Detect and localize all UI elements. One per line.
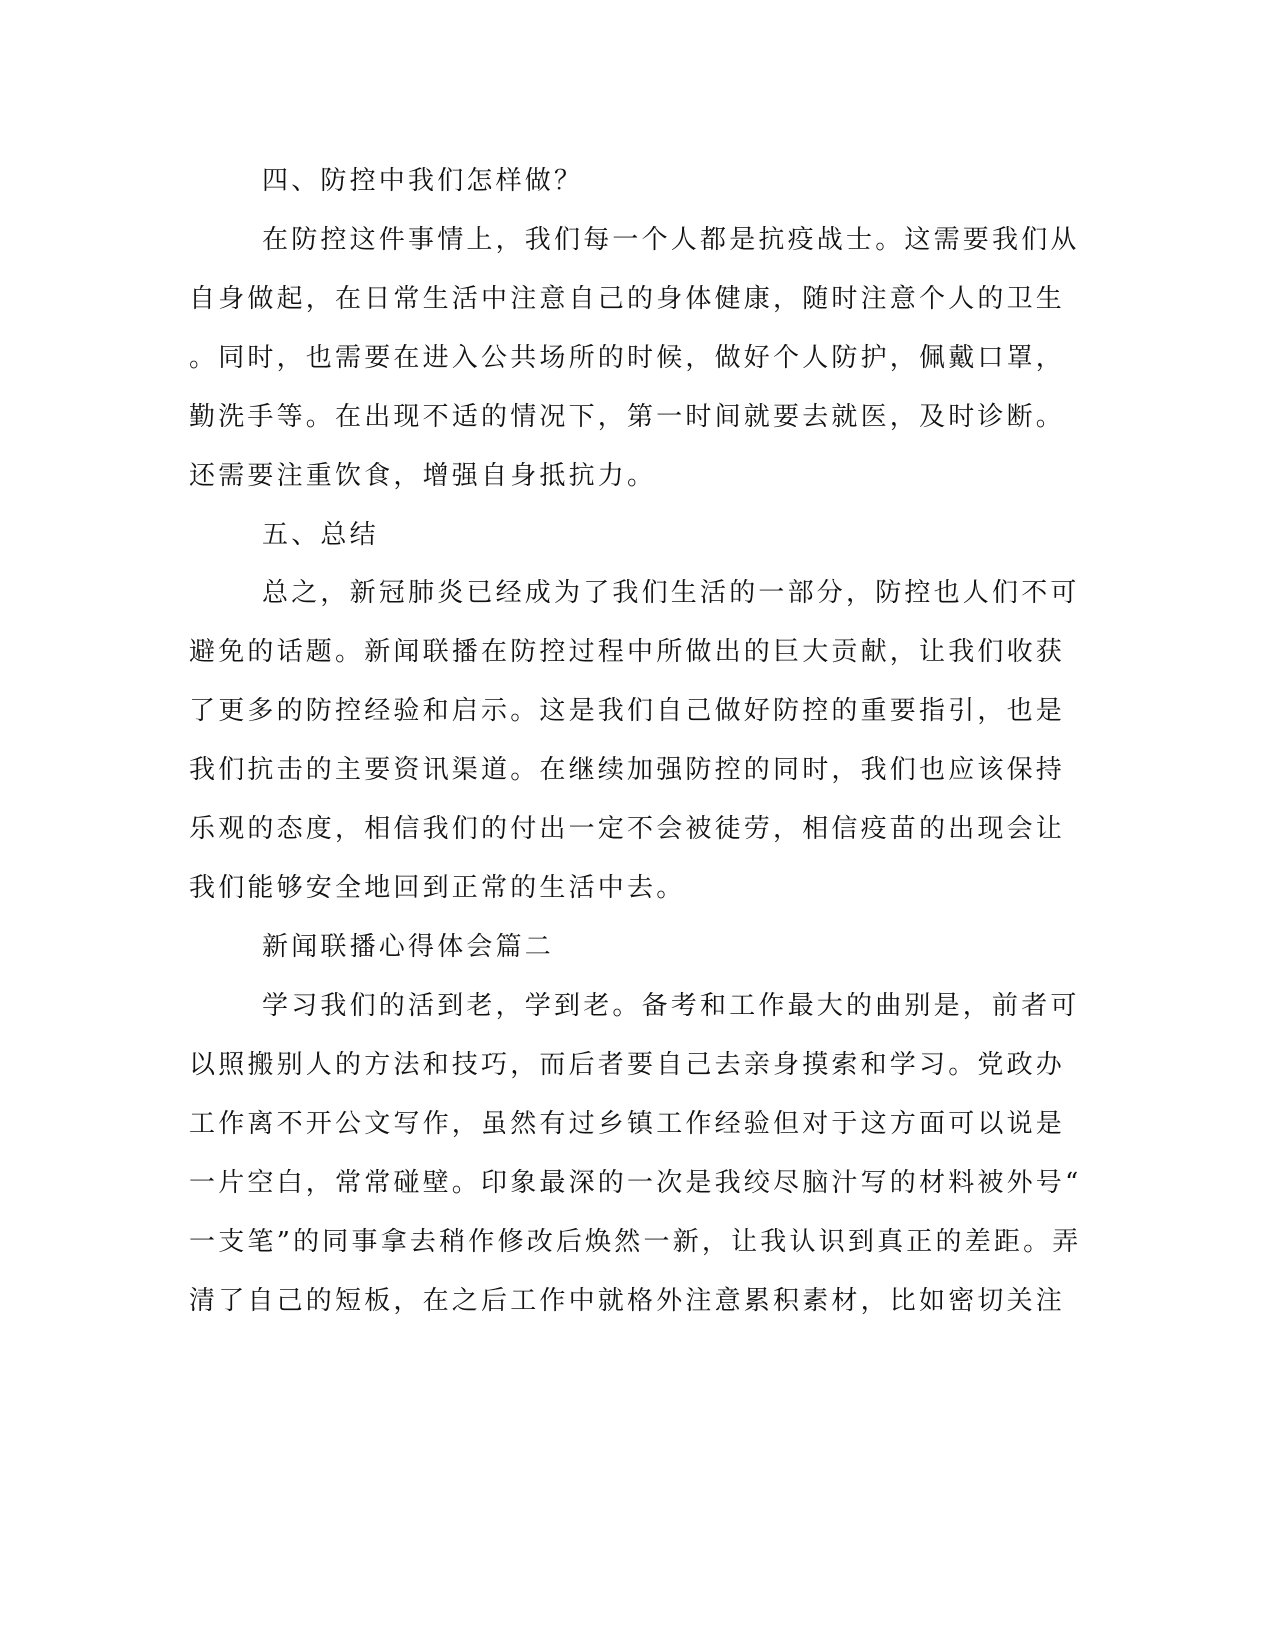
paragraph-line: 清了自己的短板，在之后工作中就格外注意累积素材，比如密切关注	[189, 1286, 1066, 1316]
paragraph-line: 在防控这件事情上，我们每一个人都是抗疫战士。这需要我们从	[262, 225, 1080, 255]
paragraph-line: 我们能够安全地回到正常的生活中去。	[189, 873, 686, 903]
paragraph-line: 自身做起，在日常生活中注意自己的身体健康，随时注意个人的卫生	[189, 284, 1066, 314]
paragraph-line: 以照搬别人的方法和技巧，而后者要自己去亲身摸索和学习。党政办	[189, 1050, 1066, 1080]
paragraph-line: 还需要注重饮食，增强自身抵抗力。	[189, 461, 657, 491]
paragraph-line: 勤洗手等。在出现不适的情况下，第一时间就要去就医，及时诊断。	[189, 402, 1066, 432]
paragraph-line: 一片空白，常常碰壁。印象最深的一次是我绞尽脑汁写的材料被外号“	[189, 1168, 1082, 1198]
paragraph-line: 总之，新冠肺炎已经成为了我们生活的一部分，防控也人们不可	[262, 578, 1080, 608]
article-title: 新闻联播心得体会篇二	[262, 932, 555, 962]
section-heading: 四、防控中我们怎样做？	[262, 166, 584, 196]
paragraph-line: 避免的话题。新闻联播在防控过程中所做出的巨大贡献，让我们收获	[189, 637, 1066, 667]
paragraph-line: 工作离不开公文写作，虽然有过乡镇工作经验但对于这方面可以说是	[189, 1109, 1066, 1139]
section-heading: 五、总结	[262, 520, 379, 550]
paragraph-line: 学习我们的活到老，学到老。备考和工作最大的曲别是，前者可	[262, 991, 1080, 1021]
paragraph-line: 我们抗击的主要资讯渠道。在继续加强防控的同时，我们也应该保持	[189, 755, 1066, 785]
paragraph-line: 乐观的态度，相信我们的付出一定不会被徒劳，相信疫苗的出现会让	[189, 814, 1066, 844]
paragraph-line: 了更多的防控经验和启示。这是我们自己做好防控的重要指引，也是	[189, 696, 1066, 726]
paragraph-line: 一支笔”的同事拿去稍作修改后焕然一新，让我认识到真正的差距。弄	[189, 1227, 1082, 1257]
paragraph-line: 。同时，也需要在进入公共场所的时候，做好个人防护，佩戴口罩，	[189, 343, 1066, 373]
